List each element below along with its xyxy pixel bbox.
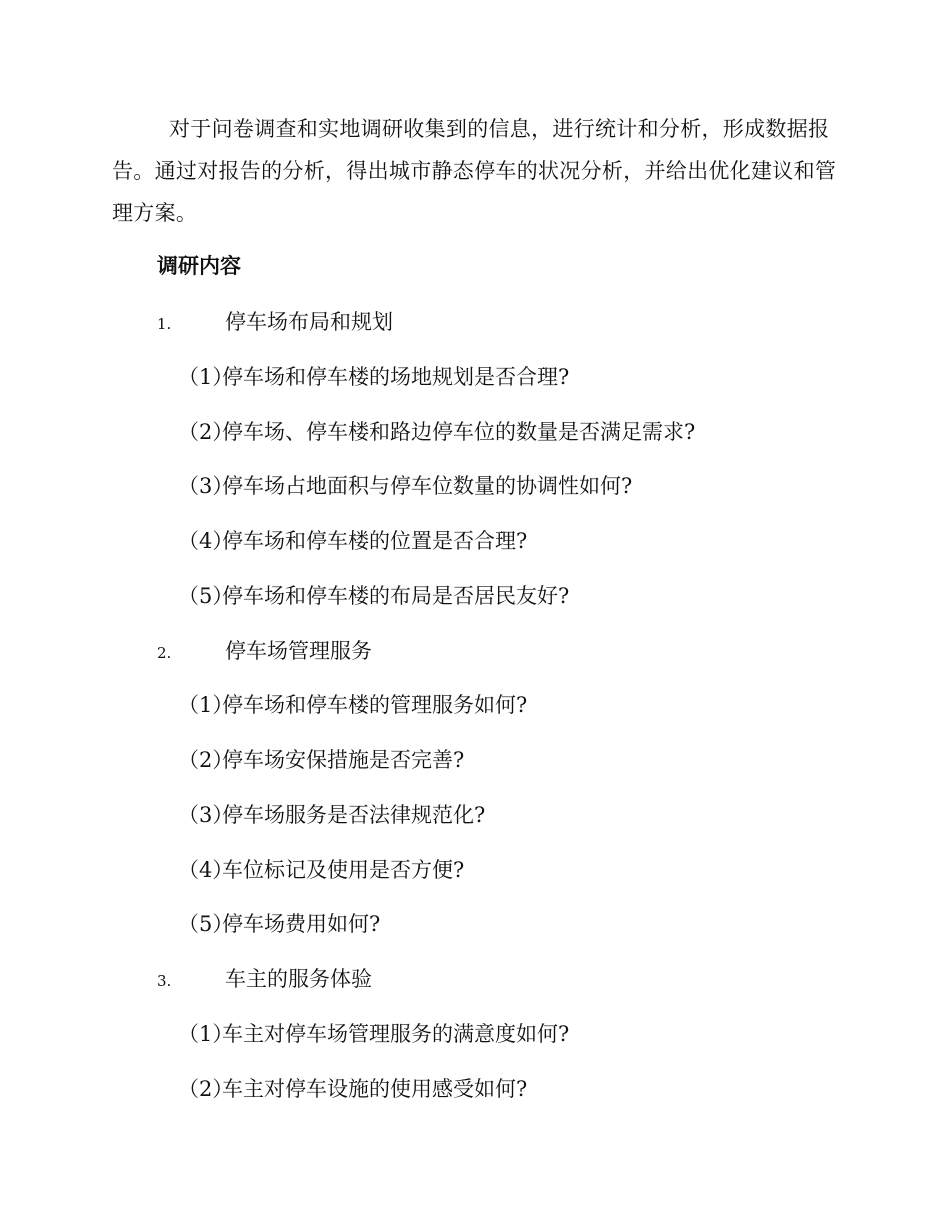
item-text: 停车场、停车楼和路边停车位的数量是否满足需求? <box>222 420 696 444</box>
list-item <box>178 417 695 447</box>
item-number: （2） <box>178 748 234 772</box>
list-item <box>178 471 632 501</box>
list-item <box>178 800 485 830</box>
item-text: 停车场和停车楼的管理服务如何? <box>222 693 528 717</box>
item-number: （5） <box>178 912 234 936</box>
item-text: 车主对停车设施的使用感受如何? <box>222 1077 528 1101</box>
section-title <box>157 307 393 339</box>
item-number: （4） <box>178 858 234 882</box>
item-number: （3） <box>178 474 234 498</box>
list-item <box>178 1019 569 1049</box>
intro-paragraph: 对于问卷调查和实地调研收集到的信息，进行统计和分析，形成数据报告。通过对报告的分析，得出城市静态停车的状况分析，并给出优化建议和管理方案。 <box>112 117 837 225</box>
item-number: （1） <box>178 365 234 389</box>
item-number: （1） <box>178 693 234 717</box>
item-number: （1） <box>178 1022 234 1046</box>
list-item <box>178 909 380 939</box>
item-text: 车主对停车场管理服务的满意度如何? <box>222 1022 570 1046</box>
section-number: 3. <box>157 972 172 990</box>
item-text: 停车场费用如何? <box>222 912 381 936</box>
item-text: 停车场和停车楼的布局是否居民友好? <box>222 584 570 608</box>
item-text: 停车场服务是否法律规范化? <box>222 803 486 827</box>
section-number: 2. <box>157 644 172 662</box>
section-title <box>157 964 372 996</box>
item-text: 车位标记及使用是否方便? <box>222 858 465 882</box>
item-text: 停车场和停车楼的位置是否合理? <box>222 529 528 553</box>
item-text: 停车场安保措施是否完善? <box>222 748 465 772</box>
item-number: （2） <box>178 420 234 444</box>
list-item <box>178 855 464 885</box>
item-number: （5） <box>178 584 234 608</box>
item-number: （4） <box>178 529 234 553</box>
list-item <box>178 526 527 556</box>
section-title-text: 车主的服务体验 <box>225 967 372 991</box>
section-title <box>157 636 372 668</box>
section-title-text: 停车场管理服务 <box>225 639 372 663</box>
section-title-text: 停车场布局和规划 <box>225 310 393 334</box>
list-item <box>178 362 569 392</box>
list-item <box>178 690 527 720</box>
section-number: 1. <box>157 315 172 333</box>
section-heading: 调研内容 <box>157 253 241 278</box>
item-number: （2） <box>178 1077 234 1101</box>
list-item <box>178 745 464 775</box>
item-number: （3） <box>178 803 234 827</box>
item-text: 停车场和停车楼的场地规划是否合理? <box>222 365 570 389</box>
item-text: 停车场占地面积与停车位数量的协调性如何? <box>222 474 633 498</box>
list-item <box>178 581 569 611</box>
list-item <box>178 1074 527 1104</box>
